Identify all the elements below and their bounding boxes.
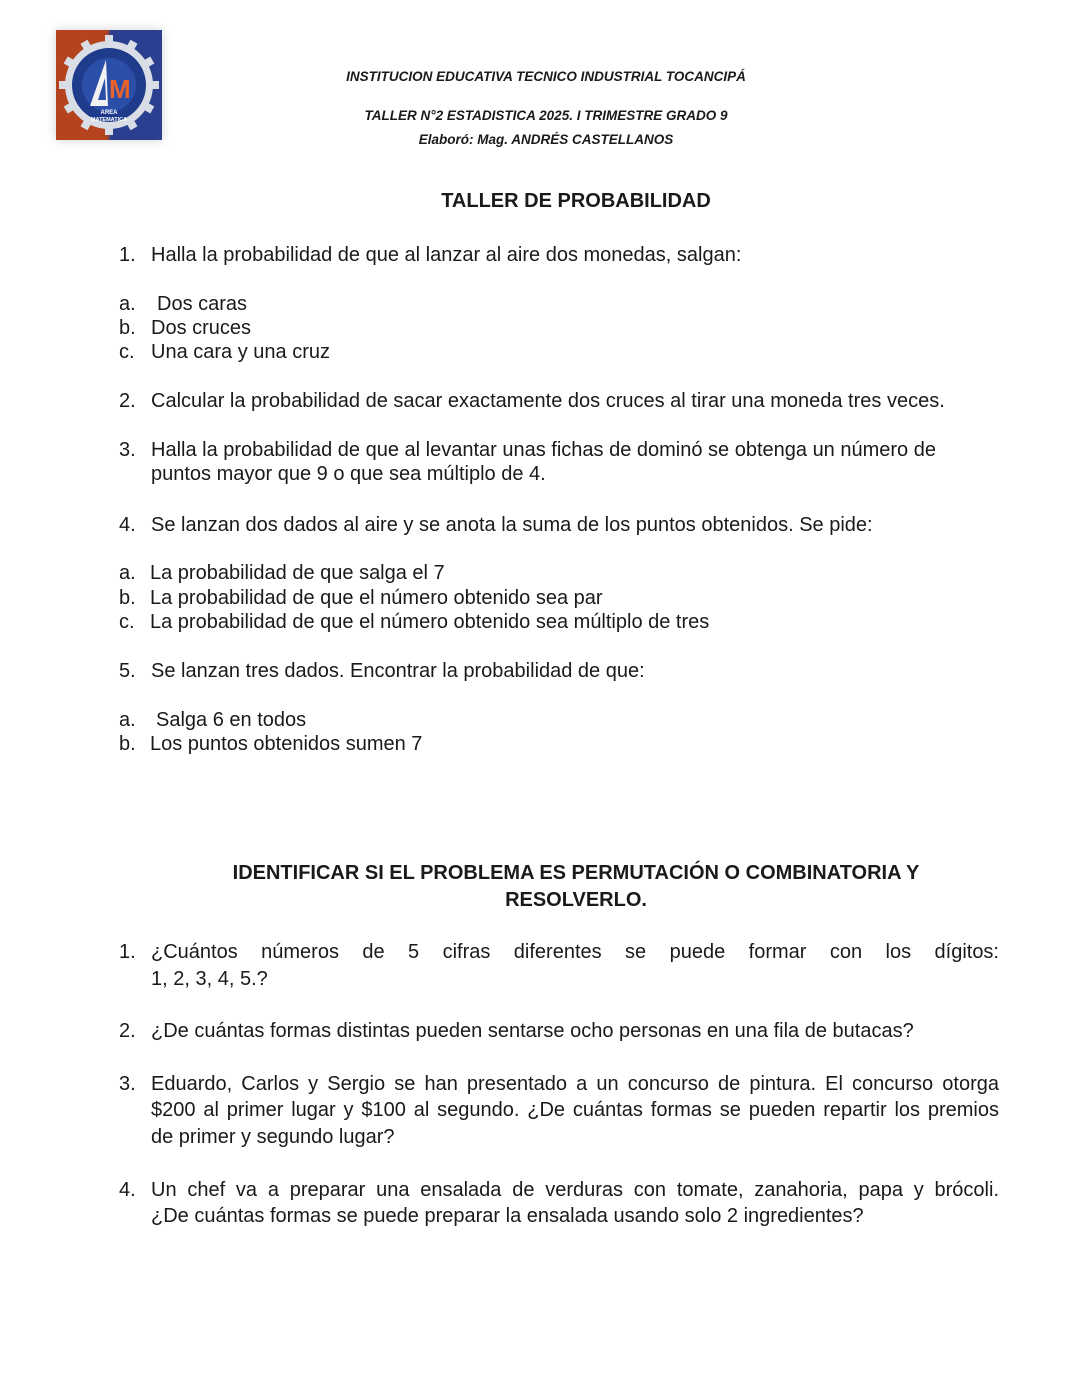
author-line: Elaboró: Mag. ANDRÉS CASTELLANOS (418, 132, 674, 147)
institution-name: INSTITUCION EDUCATIVA TECNICO INDUSTRIAL TOCANCIPÁ (346, 69, 746, 84)
svg-text:M: M (109, 74, 131, 104)
logo-text-area: AREA (100, 110, 118, 116)
section-title-combinatorics: IDENTIFICAR SI EL PROBLEMA ES PERMUTACIÓN O COMBINATORIA Y RESOLVERLO. (232, 862, 920, 911)
workshop-title: TALLER N°2 ESTADISTICA 2025. I TRIMESTRE GRADO 9 (364, 108, 728, 123)
school-logo (56, 30, 162, 140)
svg-text:MATEMATICA: MATEMATICA (90, 117, 128, 123)
section-title-probability: TALLER DE PROBABILIDAD (441, 190, 711, 212)
gear-emblem-icon (56, 30, 162, 140)
